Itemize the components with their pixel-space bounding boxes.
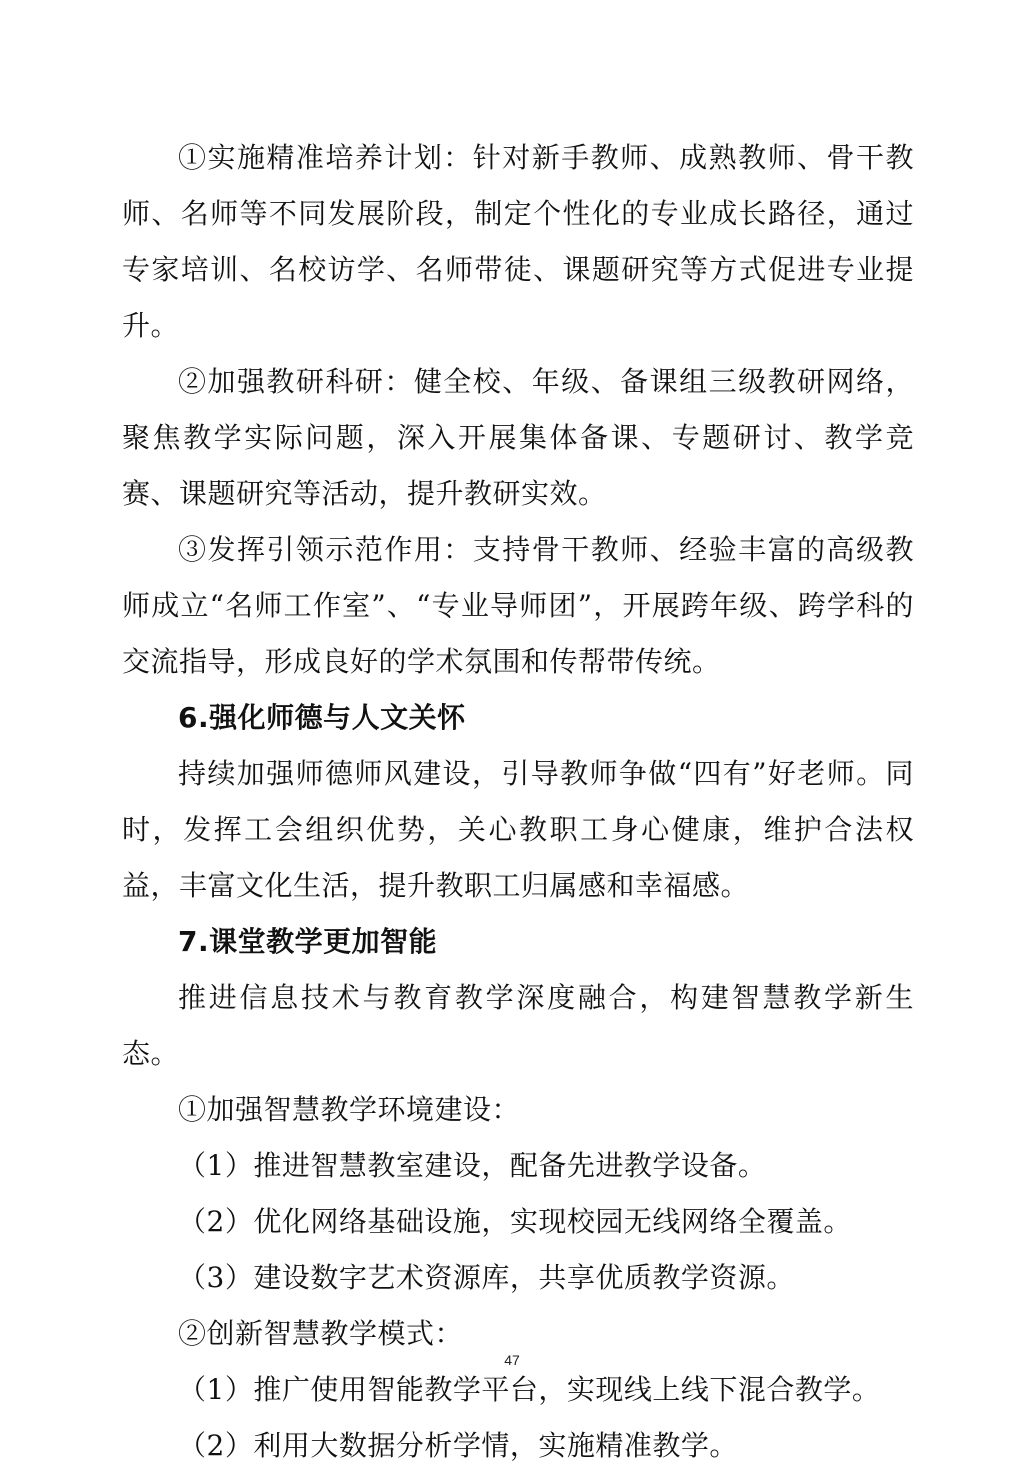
paragraph-ethics-care: 持续加强师德师风建设，引导教师争做“四有”好老师。同时，发挥工会组织优势，关心教职工身心健康，维护合法权益，丰富文化生活，提升教职工归属感和幸福感。 [122,757,914,902]
page-number: 47 [504,1352,520,1368]
section-heading-ethics: 6.强化师德与人文关怀 [178,701,466,734]
paragraph-smart-environment: ①加强智慧教学环境建设： [178,1093,521,1126]
list-item-resource-library: （3）建设数字艺术资源库，共享优质教学资源。 [178,1261,795,1294]
section-heading-smart-teaching: 7.课堂教学更加智能 [178,925,438,958]
paragraph-precise-training: ①实施精准培养计划：针对新手教师、成熟教师、骨干教师、名师等不同发展阶段，制定个性化的专业成长路径，通过专家培训、名校访学、名师带徒、课题研究等方式促进专业提升。 [122,141,914,342]
paragraph-smart-intro: 推进信息技术与教育教学深度融合，构建智慧教学新生态。 [122,981,914,1070]
paragraph-teaching-research: ②加强教研科研：健全校、年级、备课组三级教研网络，聚焦教学实际问题，深入开展集体备课、专题研讨、教学竞赛、课题研究等活动，提升教研实效。 [122,365,914,510]
list-item-smart-classroom: （1）推进智慧教室建设，配备先进教学设备。 [178,1149,767,1182]
list-item-platform: （1）推广使用智能教学平台，实现线上线下混合教学。 [178,1373,881,1406]
document-body [122,130,914,1474]
paragraph-leading-role: ③发挥引领示范作用：支持骨干教师、经验丰富的高级教师成立“名师工作室”、“专业导师团”，开展跨年级、跨学科的交流指导，形成良好的学术氛围和传帮带传统。 [122,533,914,678]
list-item-big-data: （2）利用大数据分析学情，实施精准教学。 [178,1429,738,1462]
list-item-network: （2）优化网络基础设施，实现校园无线网络全覆盖。 [178,1205,852,1238]
paragraph-smart-mode: ②创新智慧教学模式： [178,1317,464,1350]
